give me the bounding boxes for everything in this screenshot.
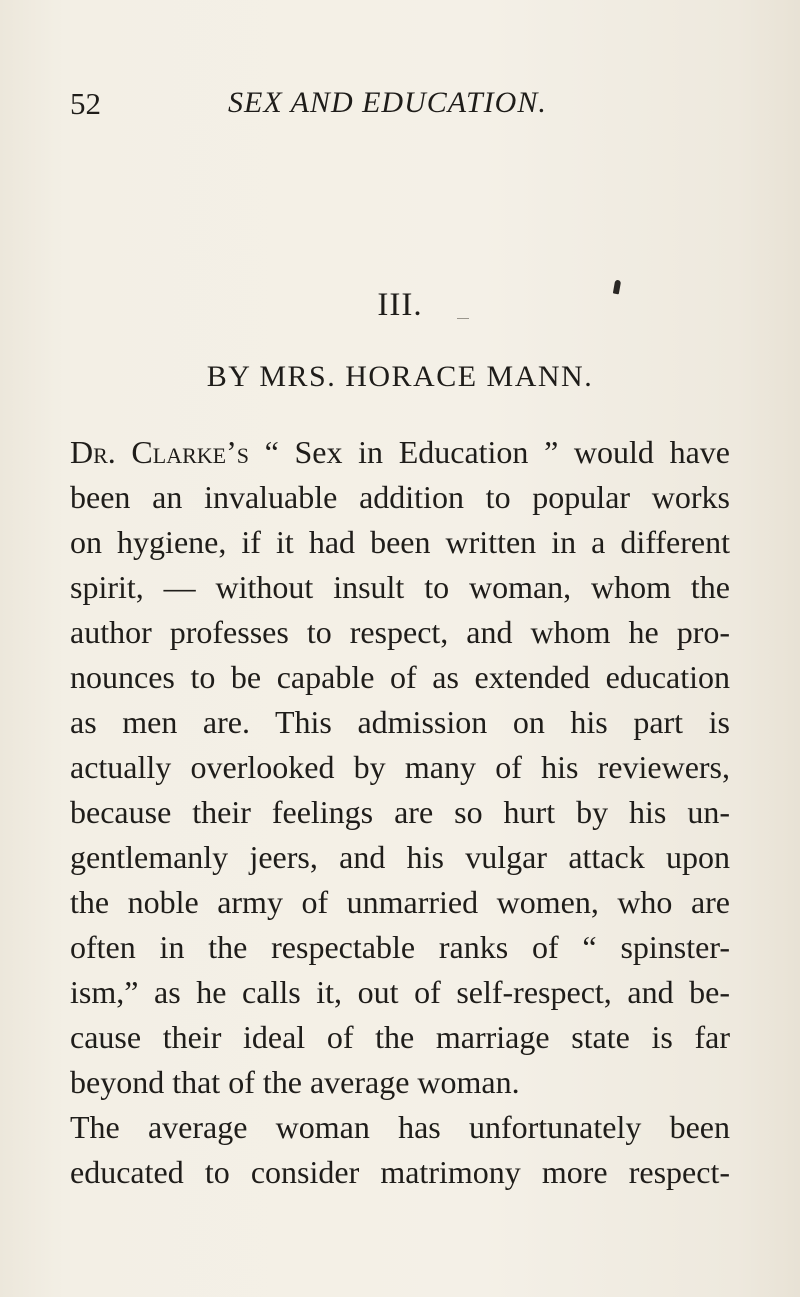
text-line-3: on hygiene, if it had been written in a different — [70, 524, 730, 560]
text-line-12: often in the respectable ranks of “ spinster- — [70, 929, 730, 965]
text-line-2: been an invaluable addition to popular works — [70, 479, 730, 515]
text-line-17: educated to consider matrimony more respect- — [70, 1154, 730, 1190]
byline: BY MRS. HORACE MANN. — [206, 360, 594, 393]
text-line-8: actually overlooked by many of his reviewers, — [70, 749, 730, 785]
text-line-11: the noble army of unmarried women, who are — [70, 884, 730, 920]
running-head — [70, 86, 730, 126]
text-line-4: spirit, — without insult to woman, whom the — [70, 569, 730, 605]
text-line-10: gentlemanly jeers, and his vulgar attack upon — [70, 839, 730, 875]
text-line-1-rest: “ Sex in Education ” would have — [249, 434, 730, 470]
text-line-1 — [70, 430, 730, 475]
text-line-15: beyond that of the average woman. — [70, 1064, 520, 1100]
body-text — [70, 430, 730, 1195]
page-number: 52 — [70, 86, 101, 121]
text-line-16: The average woman has unfortunately been — [70, 1109, 730, 1145]
running-title: SEX AND EDUCATION. — [228, 86, 547, 119]
text-line-5: author professes to respect, and whom he pro- — [70, 614, 730, 650]
author-name-small-caps: Dr. Clarke’s — [70, 434, 249, 470]
text-line-13: ism,” as he calls it, out of self-respect, and be- — [70, 974, 730, 1010]
text-line-14: cause their ideal of the marriage state is far — [70, 1019, 730, 1055]
section-number: III. — [377, 287, 423, 323]
text-line-6: nounces to be capable of as extended education — [70, 659, 730, 695]
text-line-7: as men are. This admission on his part is — [70, 704, 730, 740]
text-line-9: because their feelings are so hurt by his un- — [70, 794, 730, 830]
